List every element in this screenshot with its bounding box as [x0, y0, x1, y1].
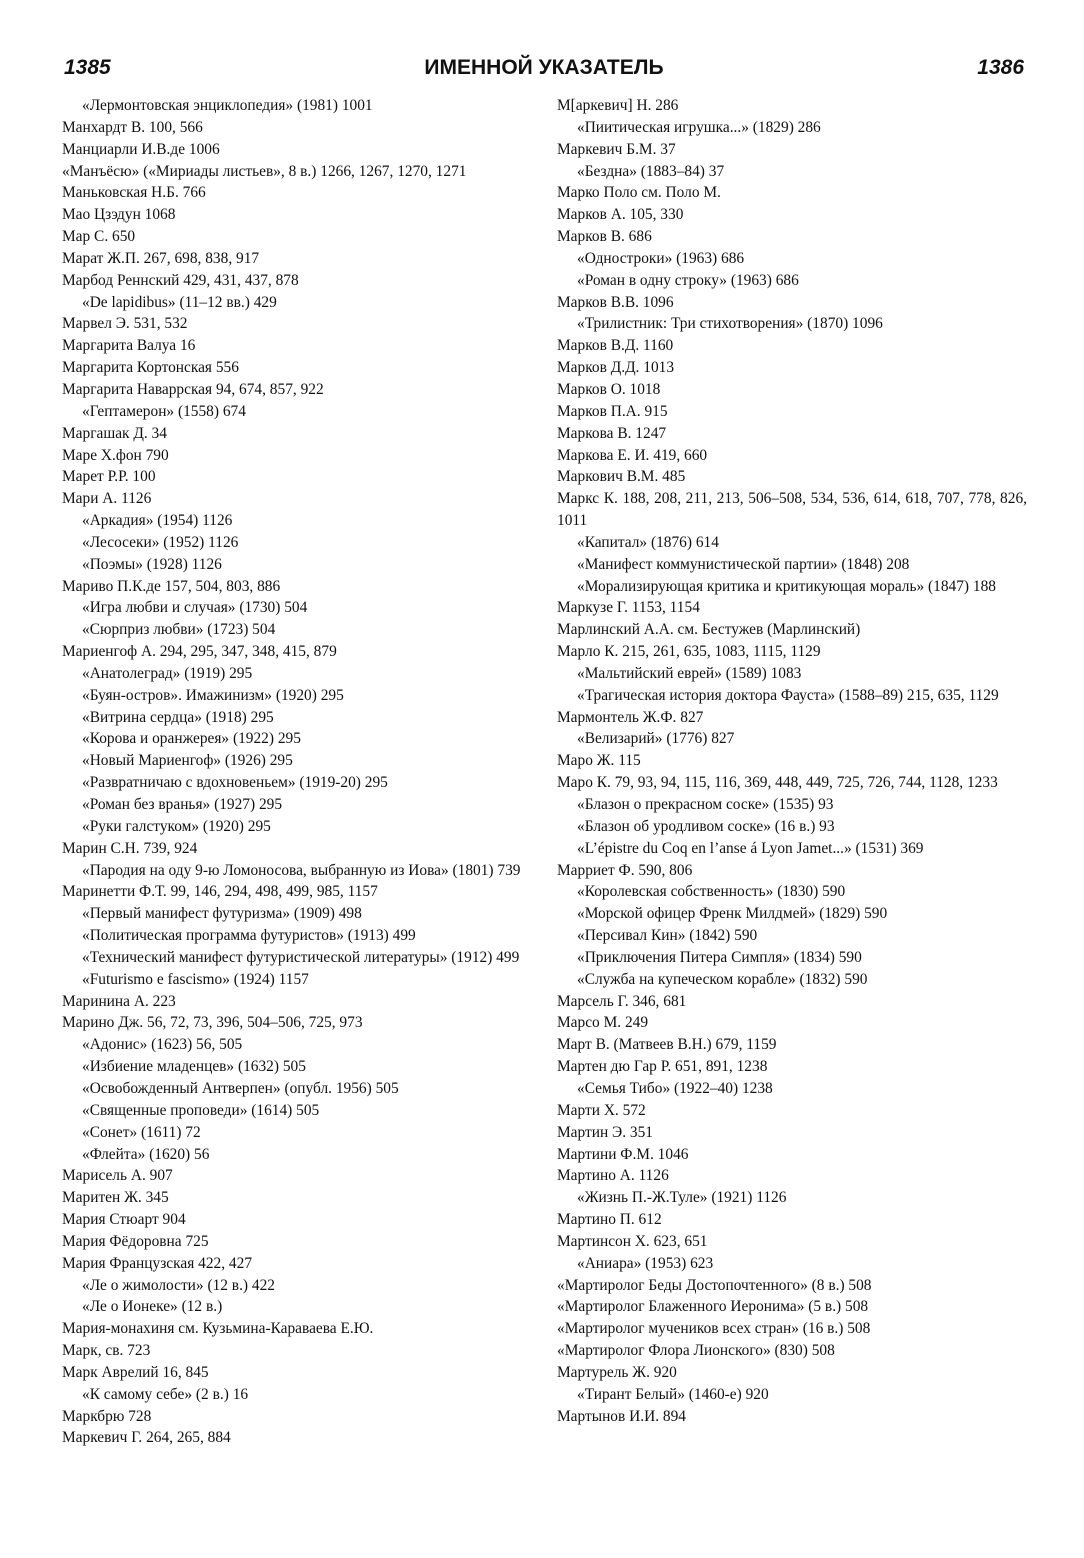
index-entry: Мартини Ф.М. 1046 [557, 1145, 689, 1163]
index-subentry: «Технический манифест футуристической литературы» (1912) 499 [82, 948, 520, 966]
index-entry: Марат Ж.П. 267, 698, 838, 917 [62, 249, 260, 267]
index-entry: Мария-монахиня см. Кузьмина-Караваева Е.Ю. [62, 1320, 374, 1338]
index-entry: Мария Фёдоровна 725 [62, 1232, 209, 1250]
index-subentry: «Сонет» (1611) 72 [82, 1123, 201, 1141]
index-subentry: «Адонис» (1623) 56, 505 [82, 1036, 243, 1054]
index-entry: Маркбрю 728 [62, 1407, 152, 1425]
index-entry: Маро Ж. 115 [557, 752, 641, 770]
index-subentry: «К самому себе» (2 в.) 16 [82, 1385, 249, 1403]
index-subentry: «De lapidibus» (11–12 вв.) 429 [82, 293, 277, 311]
index-subentry: «Священные проповеди» (1614) 505 [82, 1101, 320, 1119]
index-subentry: «Корова и оранжерея» (1922) 295 [82, 730, 301, 748]
index-entry: Марло К. 215, 261, 635, 1083, 1115, 1129 [557, 643, 821, 661]
index-entry: Маньковская Н.Б. 766 [62, 184, 206, 202]
index-subentry: «Пародия на оду 9-ю Ломоносова, выбранную из Иова» (1801) 739 [82, 861, 521, 879]
index-entry: Маркова Е. И. 419, 660 [557, 446, 708, 464]
index-subentry: «Ле о жимолости» (12 в.) 422 [82, 1276, 275, 1294]
index-subentry: «Избиение младенцев» (1632) 505 [82, 1058, 306, 1076]
index-entry: Марино Дж. 56, 72, 73, 396, 504–506, 725, 973 [62, 1014, 363, 1032]
index-subentry: «Аниара» (1953) 623 [577, 1254, 714, 1272]
index-entry: Маркевич Г. 264, 265, 884 [62, 1429, 231, 1447]
index-subentry: «Приключения Питера Симпля» (1834) 590 [577, 948, 862, 966]
index-entry: Мари А. 1126 [62, 490, 152, 508]
index-subentry: «Морской офицер Френк Милдмей» (1829) 590 [577, 905, 888, 923]
index-subentry: «Первый манифест футуризма» (1909) 498 [82, 905, 362, 923]
index-entry: Марти Х. 572 [557, 1101, 646, 1119]
index-subentry: «Бездна» (1883–84) 37 [577, 162, 725, 180]
index-subentry: «Служба на купеческом корабле» (1832) 590 [577, 970, 868, 988]
index-entry: Маринетти Ф.Т. 99, 146, 294, 498, 499, 985, 1157 [62, 883, 378, 901]
index-entry: Марков В.В. 1096 [557, 293, 674, 311]
index-entry: Мартынов И.И. 894 [557, 1407, 686, 1425]
index-subentry: «Сюрприз любви» (1723) 504 [82, 621, 276, 639]
index-column-left [62, 95, 532, 1449]
index-subentry: «Семья Тибо» (1922–40) 1238 [577, 1079, 773, 1097]
index-subentry: «Futurismo e fascismo» (1924) 1157 [82, 970, 309, 988]
index-entry: Марко Поло см. Поло М. [557, 184, 721, 202]
index-subentry: «Лермонтовская энциклопедия» (1981) 1001 [82, 97, 373, 114]
index-entry: Марков О. 1018 [557, 380, 661, 398]
index-entry: Марков Д.Д. 1013 [557, 359, 675, 377]
index-subentry: «Игра любви и случая» (1730) 504 [82, 599, 308, 617]
index-entry: Мариенгоф А. 294, 295, 347, 348, 415, 879 [62, 643, 337, 661]
index-entry: Маркова В. 1247 [557, 424, 667, 442]
index-subentry: «Манифест коммунистической партии» (1848) 208 [577, 555, 910, 573]
index-entry: Марин С.Н. 739, 924 [62, 839, 198, 857]
index-subentry: «Королевская собственность» (1830) 590 [577, 883, 846, 901]
index-entry: Марсель Г. 346, 681 [557, 992, 687, 1010]
index-entry: Мартино П. 612 [557, 1211, 662, 1229]
index-entry: «Мартиролог Блаженного Иеронима» (5 в.) 508 [557, 1298, 869, 1316]
index-subentry: «Тирант Белый» (1460-е) 920 [577, 1385, 769, 1403]
index-entry: Маркович В.М. 485 [557, 468, 686, 486]
index-entry: Манхардт В. 100, 566 [62, 118, 203, 136]
index-entry: Мария Стюарт 904 [62, 1211, 186, 1229]
index-entry: Маркузе Г. 1153, 1154 [557, 599, 700, 617]
index-entry: «Манъёсю» («Мириады листьев», 8 в.) 1266, 1267, 1270, 1271 [62, 162, 467, 180]
index-subentry: «Поэмы» (1928) 1126 [82, 555, 222, 573]
index-entry: Марков А. 105, 330 [557, 206, 684, 224]
index-entry: Маргашак Д. 34 [62, 424, 167, 442]
page-title: ИМЕННОЙ УКАЗАТЕЛЬ [424, 56, 664, 79]
index-subentry: «Витрина сердца» (1918) 295 [82, 708, 274, 726]
index-entry: Мартино А. 1126 [557, 1167, 669, 1185]
index-entry: Мартурель Ж. 920 [557, 1363, 677, 1381]
index-entry: Маринина А. 223 [62, 992, 176, 1010]
index-subentry: «Политическая программа футуристов» (1913) 499 [82, 927, 416, 945]
index-subentry: «Анатолеград» (1919) 295 [82, 664, 253, 682]
index-entry: Марк Аврелий 16, 845 [62, 1363, 209, 1381]
index-subentry: «Лесосеки» (1952) 1126 [82, 533, 239, 551]
index-entry: Мармонтель Ж.Ф. 827 [557, 708, 704, 726]
index-entry: Маритен Ж. 345 [62, 1189, 169, 1207]
index-subentry: «Велизарий» (1776) 827 [577, 730, 735, 748]
index-subentry: «Морализирующая критика и критикующая мораль» (1847) 188 [577, 577, 996, 595]
index-subentry: «Новый Мариенгоф» (1926) 295 [82, 752, 293, 770]
page-number-left: 1385 [64, 56, 111, 79]
page-number-right: 1386 [977, 56, 1024, 79]
index-entry: Марк, св. 723 [62, 1342, 151, 1360]
index-subentry: «Мальтийский еврей» (1589) 1083 [577, 664, 802, 682]
index-entry: Мариво П.К.де 157, 504, 803, 886 [62, 577, 281, 595]
index-entry: Маро К. 79, 93, 94, 115, 116, 369, 448, 449, 725, 726, 744, 1128, 1233 [557, 774, 998, 792]
index-entry: «Мартиролог Флора Лионского» (830) 508 [557, 1342, 835, 1360]
index-subentry: «Трагическая история доктора Фауста» (1588–89) 215, 635, 1129 [577, 686, 999, 704]
index-entry: Марбод Реннский 429, 431, 437, 878 [62, 271, 299, 289]
index-entry: Мартен дю Гар Р. 651, 891, 1238 [557, 1058, 768, 1076]
index-entry: Маргарита Валуа 16 [62, 337, 196, 355]
index-subentry: «Трилистник: Три стихотворения» (1870) 1096 [577, 315, 883, 333]
index-entry: «Мартиролог мучеников всех стран» (16 в.) 508 [557, 1320, 871, 1338]
index-entry: Марет Р.Р. 100 [62, 468, 156, 486]
index-subentry: «Гептамерон» (1558) 674 [82, 402, 246, 420]
index-entry: Маргарита Кортонская 556 [62, 359, 239, 377]
index-subentry: «Блазон о прекрасном соске» (1535) 93 [577, 796, 834, 813]
index-subentry: «Жизнь П.-Ж.Туле» (1921) 1126 [577, 1189, 787, 1207]
index-entry: Марков П.А. 915 [557, 402, 668, 420]
index-subentry: «Роман без вранья» (1927) 295 [82, 796, 283, 813]
index-subentry: «Буян-остров». Имажинизм» (1920) 295 [82, 686, 344, 704]
index-subentry: «Руки галстуком» (1920) 295 [82, 817, 271, 835]
index-entry: Марков В. 686 [557, 228, 652, 246]
index-entry: Маре Х.фон 790 [62, 446, 169, 464]
index-entry: Мао Цзэдун 1068 [62, 206, 176, 224]
index-entry: Марриет Ф. 590, 806 [557, 861, 693, 879]
index-entry: Маркевич Б.М. 37 [557, 140, 676, 158]
index-entry: М[аркевич] Н. 286 [557, 97, 679, 114]
index-entry: Марков В.Д. 1160 [557, 337, 674, 355]
index-entry: Март В. (Матвеев В.Н.) 679, 1159 [557, 1036, 777, 1054]
index-subentry: «Капитал» (1876) 614 [577, 533, 719, 551]
index-subentry: «Развратничаю с вдохновеньем» (1919-20) 295 [82, 774, 388, 792]
index-subentry: «Освобожденный Антверпен» (опубл. 1956) 505 [82, 1079, 399, 1097]
index-subentry: «Ле о Ионеке» (12 в.) [82, 1298, 223, 1316]
index-entry: Марлинский А.А. см. Бестужев (Марлинский) [557, 621, 861, 639]
index-entry: «Мартиролог Беды Достопочтенного» (8 в.) 508 [557, 1276, 872, 1294]
index-entry: Мария Французская 422, 427 [62, 1254, 253, 1272]
page-header [64, 56, 1024, 90]
index-column-right [557, 95, 1027, 1427]
index-subentry: «Блазон об уродливом соске» (16 в.) 93 [577, 817, 835, 835]
index-entry: Мар С. 650 [62, 228, 136, 246]
index-subentry: «Персивал Кин» (1842) 590 [577, 927, 758, 945]
index-subentry: «Флейта» (1620) 56 [82, 1145, 210, 1163]
index-entry: Маргарита Наваррская 94, 674, 857, 922 [62, 380, 324, 398]
index-entry: Мартин Э. 351 [557, 1123, 653, 1141]
index-subentry: «L’épistre du Coq en l’anse á Lyon Jamet...» (1531) 369 [577, 839, 924, 857]
index-entry: Марвел Э. 531, 532 [62, 315, 188, 333]
index-entry: Марсо М. 249 [557, 1014, 649, 1032]
index-subentry: «Пиитическая игрушка...» (1829) 286 [577, 118, 821, 136]
index-entry: Мартинсон Х. 623, 651 [557, 1232, 708, 1250]
index-subentry: «Одностроки» (1963) 686 [577, 249, 745, 267]
index-entry: Марисель А. 907 [62, 1167, 173, 1185]
index-entry: Манциарли И.В.де 1006 [62, 140, 220, 158]
index-subentry: «Аркадия» (1954) 1126 [82, 512, 233, 530]
index-subentry: «Роман в одну строку» (1963) 686 [577, 271, 799, 289]
index-entry: Маркс К. 188, 208, 211, 213, 506–508, 534, 536, 614, 618, 707, 778, 826, 1011 [557, 490, 1027, 530]
